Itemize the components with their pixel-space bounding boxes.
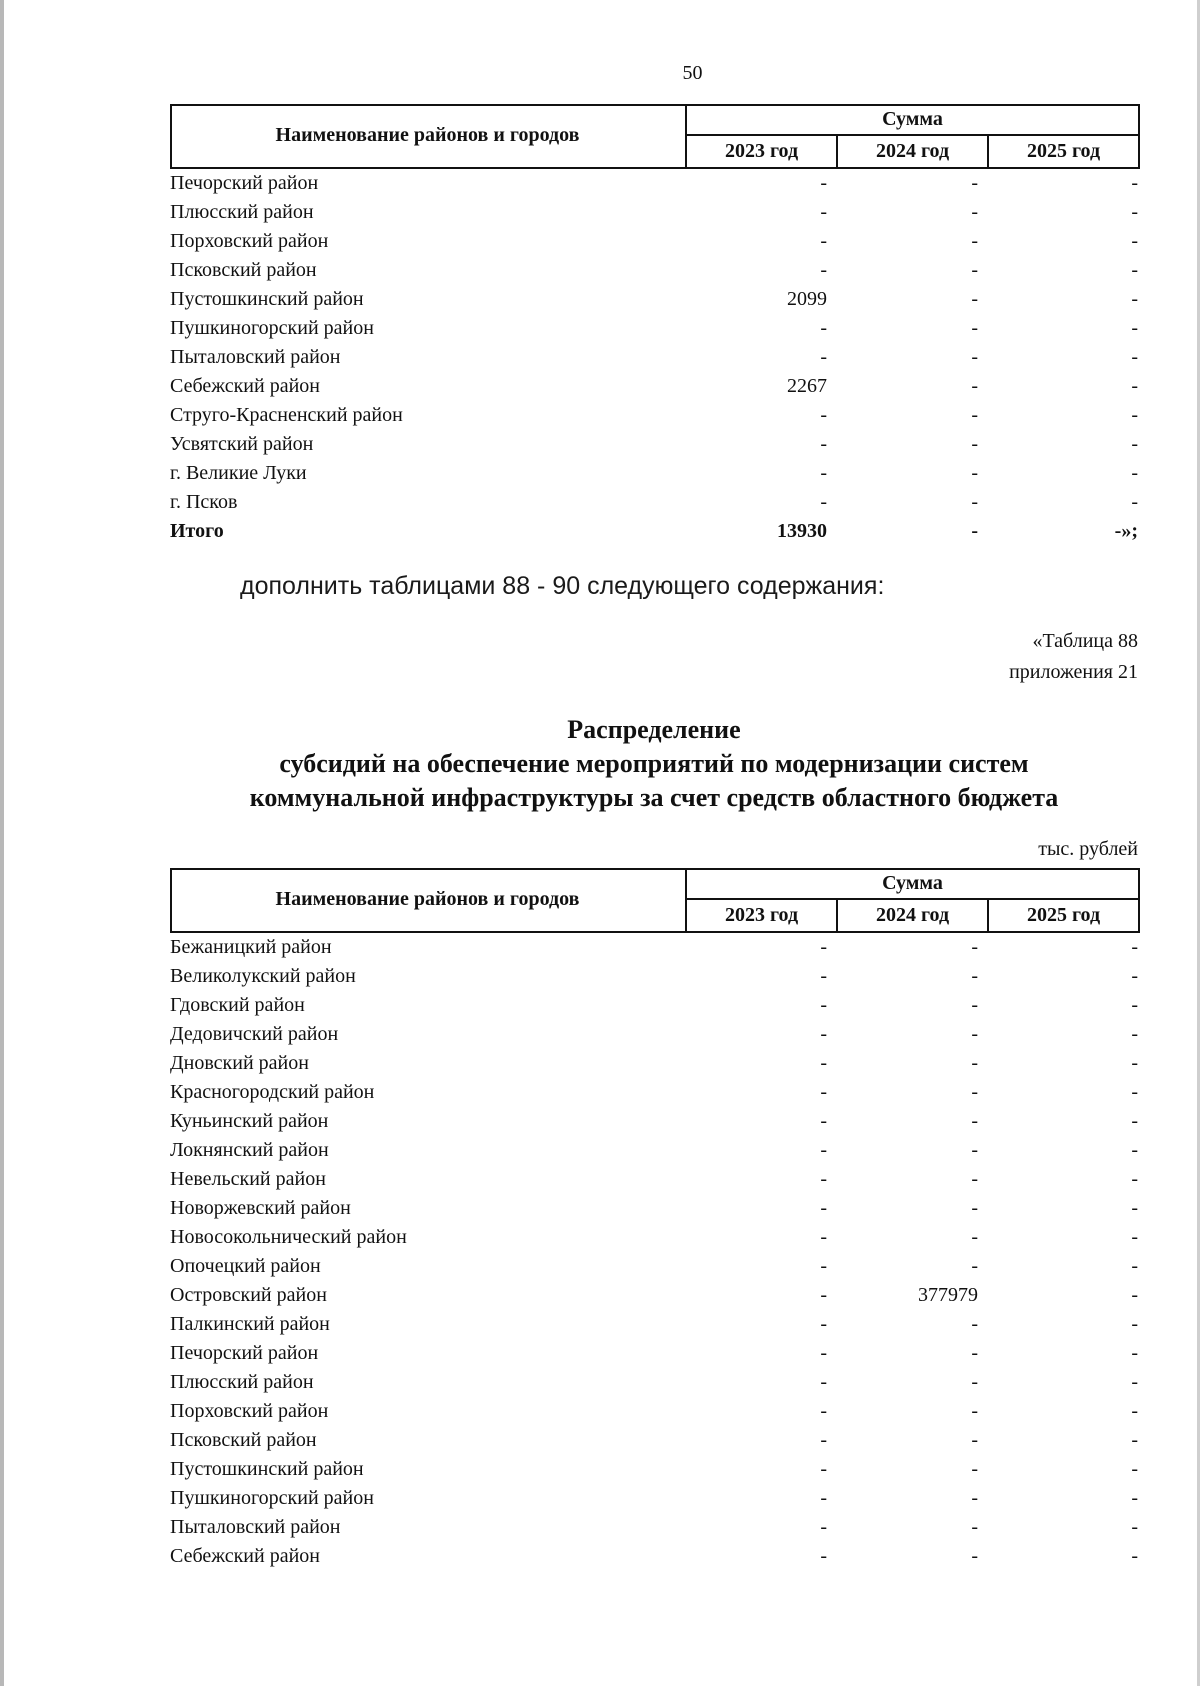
table-reference-line: приложения 21 [1009, 661, 1138, 683]
table-row [170, 1136, 1138, 1165]
cell-2023: - [820, 1545, 827, 1567]
row-name: Пыталовский район [170, 346, 341, 368]
table-row [170, 1310, 1138, 1339]
cell-2023: - [820, 1313, 827, 1335]
cell-2023: - [820, 491, 827, 513]
table-reference [1009, 626, 1138, 688]
header-year-2025: 2025 год [1026, 140, 1101, 162]
table-title [170, 713, 1138, 815]
title-line: коммунальной инфраструктуры за счет средств областного бюджета [249, 783, 1059, 812]
cell-2023: - [820, 201, 827, 223]
table-row [170, 1165, 1138, 1194]
table-row [170, 1107, 1138, 1136]
table-row [170, 169, 1138, 198]
cell-2024: - [971, 1458, 978, 1480]
cell-2023: - [820, 404, 827, 426]
cell-2025: - [1131, 1400, 1138, 1422]
cell-2023: - [820, 1226, 827, 1248]
cell-2024: - [971, 1487, 978, 1509]
cell-2025: - [1131, 1168, 1138, 1190]
cell-2023: - [820, 1284, 827, 1306]
table-row [170, 1368, 1138, 1397]
cell-2023: - [820, 1487, 827, 1509]
table-row [170, 1513, 1138, 1542]
table-row [170, 1426, 1138, 1455]
cell-2023: 2099 [787, 288, 827, 310]
cell-2024: - [971, 1110, 978, 1132]
row-name: Порховский район [170, 1400, 329, 1422]
cell-2024: - [971, 1545, 978, 1567]
table-row [170, 401, 1138, 430]
table-bottom-header [170, 868, 1138, 931]
cell-2025: - [1131, 317, 1138, 339]
cell-2025: - [1131, 288, 1138, 310]
cell-2023: - [820, 1371, 827, 1393]
cell-2024: - [971, 201, 978, 223]
cell-2024: - [971, 1342, 978, 1364]
cell-2025: - [1131, 1516, 1138, 1538]
cell-2024: - [971, 1168, 978, 1190]
row-name: Псковский район [170, 259, 317, 281]
cell-2024: - [971, 1139, 978, 1161]
row-name: Новосокольнический район [170, 1226, 407, 1248]
cell-2025: - [1131, 1139, 1138, 1161]
cell-2023: - [820, 936, 827, 958]
cell-2024: 377979 [918, 1284, 978, 1306]
cell-2023: - [820, 1052, 827, 1074]
cell-2025: - [1131, 259, 1138, 281]
cell-2024: - [971, 230, 978, 252]
header-sum: Сумма [882, 108, 943, 130]
cell-2023: - [820, 1081, 827, 1103]
header-name: Наименование районов и городов [275, 888, 580, 910]
cell-2025: - [1131, 1545, 1138, 1567]
row-name: Пустошкинский район [170, 1458, 364, 1480]
units-label: тыс. рублей [1038, 838, 1138, 860]
cell-2025: - [1131, 346, 1138, 368]
row-name: г. Великие Луки [170, 462, 307, 484]
table-row [170, 372, 1138, 401]
cell-2023: - [820, 1197, 827, 1219]
cell-2024: - [971, 404, 978, 426]
cell-2024: - [971, 965, 978, 987]
cell-2024: - [971, 1313, 978, 1335]
cell-2024: - [971, 317, 978, 339]
cell-2023: - [820, 317, 827, 339]
table-row [170, 1020, 1138, 1049]
cell-2024: - [971, 491, 978, 513]
row-name: Пыталовский район [170, 1516, 341, 1538]
cell-2025: - [1131, 491, 1138, 513]
row-name: Локнянский район [170, 1139, 329, 1161]
cell-2025: - [1131, 1081, 1138, 1103]
row-name: Псковский район [170, 1429, 317, 1451]
cell-2024: - [971, 936, 978, 958]
amendment-paragraph: дополнить таблицами 88 - 90 следующего содержания: [240, 572, 885, 600]
cell-2024: - [971, 1023, 978, 1045]
table-row [170, 933, 1138, 962]
cell-2025: - [1131, 375, 1138, 397]
table-row [170, 1078, 1138, 1107]
table-row [170, 1397, 1138, 1426]
cell-2023: - [820, 1342, 827, 1364]
table-row [170, 430, 1138, 459]
cell-2023: - [820, 259, 827, 281]
cell-2023: - [820, 462, 827, 484]
row-name: Красногородский район [170, 1081, 375, 1103]
cell-2025: - [1131, 1458, 1138, 1480]
scan-edge-left [0, 0, 4, 1686]
cell-2025: - [1131, 965, 1138, 987]
cell-2023: - [820, 172, 827, 194]
cell-2024: - [971, 1197, 978, 1219]
cell-2025: - [1131, 230, 1138, 252]
cell-2024: - [971, 520, 978, 542]
cell-2024: - [971, 1081, 978, 1103]
cell-2023: - [820, 994, 827, 1016]
cell-2023: - [820, 1516, 827, 1538]
table-total-row [170, 517, 1138, 546]
cell-2024: - [971, 1226, 978, 1248]
header-year-2023: 2023 год [724, 904, 799, 926]
table-row [170, 1339, 1138, 1368]
cell-2024: - [971, 1255, 978, 1277]
row-name: Палкинский район [170, 1313, 330, 1335]
cell-2024: - [971, 1400, 978, 1422]
table-top [170, 104, 1138, 542]
cell-2023: 13930 [777, 520, 827, 542]
cell-2025: - [1131, 1284, 1138, 1306]
header-year-2024: 2024 год [875, 140, 950, 162]
title-line: Распределение [567, 715, 741, 744]
cell-2023: - [820, 1429, 827, 1451]
row-name: Струго-Красненский район [170, 404, 403, 426]
cell-2024: - [971, 1429, 978, 1451]
row-name: Пушкиногорский район [170, 1487, 374, 1509]
table-row [170, 1542, 1138, 1571]
cell-2025: - [1131, 936, 1138, 958]
cell-2025: - [1131, 994, 1138, 1016]
table-row [170, 962, 1138, 991]
row-name: Дедовичский район [170, 1023, 339, 1045]
table-row [170, 1049, 1138, 1078]
cell-2025: - [1131, 1023, 1138, 1045]
cell-2024: - [971, 1371, 978, 1393]
cell-2025: - [1131, 433, 1138, 455]
table-row [170, 1455, 1138, 1484]
cell-2023: - [820, 1400, 827, 1422]
table-row [170, 459, 1138, 488]
header-year-2024: 2024 год [875, 904, 950, 926]
cell-2025: - [1131, 462, 1138, 484]
table-row [170, 1281, 1138, 1310]
row-name: Печорский район [170, 172, 319, 194]
row-name: Порховский район [170, 230, 329, 252]
row-name: Плюсский район [170, 1371, 314, 1393]
header-year-2025: 2025 год [1026, 904, 1101, 926]
cell-2023: - [820, 1110, 827, 1132]
row-name: Куньинский район [170, 1110, 329, 1132]
table-row [170, 343, 1138, 372]
table-row [170, 991, 1138, 1020]
cell-2024: - [971, 346, 978, 368]
table-row [170, 1223, 1138, 1252]
table-row [170, 488, 1138, 517]
cell-2024: - [971, 994, 978, 1016]
cell-2025: - [1131, 1255, 1138, 1277]
row-name: Невельский район [170, 1168, 326, 1190]
row-name: Великолукский район [170, 965, 356, 987]
cell-2025: - [1131, 1371, 1138, 1393]
table-reference-line: «Таблица 88 [1032, 630, 1138, 652]
header-name: Наименование районов и городов [275, 124, 580, 146]
table-row [170, 198, 1138, 227]
cell-2024: - [971, 1052, 978, 1074]
cell-2023: - [820, 1023, 827, 1045]
row-name: Себежский район [170, 375, 320, 397]
cell-2024: - [971, 172, 978, 194]
table-row [170, 285, 1138, 314]
row-name: Гдовский район [170, 994, 305, 1016]
cell-2023: - [820, 433, 827, 455]
cell-2024: - [971, 375, 978, 397]
cell-2025: - [1131, 1487, 1138, 1509]
table-row [170, 1194, 1138, 1223]
cell-2024: - [971, 1516, 978, 1538]
cell-2025: - [1131, 172, 1138, 194]
table-bottom [170, 868, 1138, 1567]
cell-2025: - [1131, 1052, 1138, 1074]
header-sum: Сумма [882, 872, 943, 894]
row-name: Пустошкинский район [170, 288, 364, 310]
cell-2023: - [820, 1458, 827, 1480]
row-name: Островский район [170, 1284, 327, 1306]
cell-2023: - [820, 230, 827, 252]
table-bottom-body [170, 933, 1138, 1571]
cell-2024: - [971, 288, 978, 310]
row-name: Итого [170, 520, 224, 542]
page-number-wrap [0, 62, 1200, 85]
cell-2023: 2267 [787, 375, 827, 397]
cell-2024: - [971, 259, 978, 281]
table-row [170, 1252, 1138, 1281]
cell-2025: - [1131, 1110, 1138, 1132]
row-name: г. Псков [170, 491, 238, 513]
table-row [170, 314, 1138, 343]
page-number: 50 [682, 62, 703, 84]
cell-2025: - [1131, 1342, 1138, 1364]
cell-2023: - [820, 1168, 827, 1190]
row-name: Печорский район [170, 1342, 319, 1364]
table-top-header [170, 104, 1138, 167]
row-name: Новоржевский район [170, 1197, 351, 1219]
cell-2023: - [820, 346, 827, 368]
header-year-2023: 2023 год [724, 140, 799, 162]
cell-2023: - [820, 965, 827, 987]
cell-2025: - [1131, 201, 1138, 223]
cell-2025: - [1131, 404, 1138, 426]
table-top-body [170, 169, 1138, 546]
row-name: Усвятский район [170, 433, 314, 455]
table-row [170, 227, 1138, 256]
cell-2025: - [1131, 1197, 1138, 1219]
cell-2025: -»; [1114, 520, 1138, 542]
cell-2025: - [1131, 1429, 1138, 1451]
title-line: субсидий на обеспечение мероприятий по модернизации систем [279, 749, 1029, 778]
table-row [170, 256, 1138, 285]
table-row [170, 1484, 1138, 1513]
cell-2023: - [820, 1255, 827, 1277]
row-name: Пушкиногорский район [170, 317, 374, 339]
cell-2025: - [1131, 1226, 1138, 1248]
row-name: Дновский район [170, 1052, 309, 1074]
row-name: Себежский район [170, 1545, 320, 1567]
cell-2024: - [971, 433, 978, 455]
row-name: Опочецкий район [170, 1255, 321, 1277]
cell-2025: - [1131, 1313, 1138, 1335]
row-name: Бежаницкий район [170, 936, 332, 958]
row-name: Плюсский район [170, 201, 314, 223]
cell-2024: - [971, 462, 978, 484]
cell-2023: - [820, 1139, 827, 1161]
